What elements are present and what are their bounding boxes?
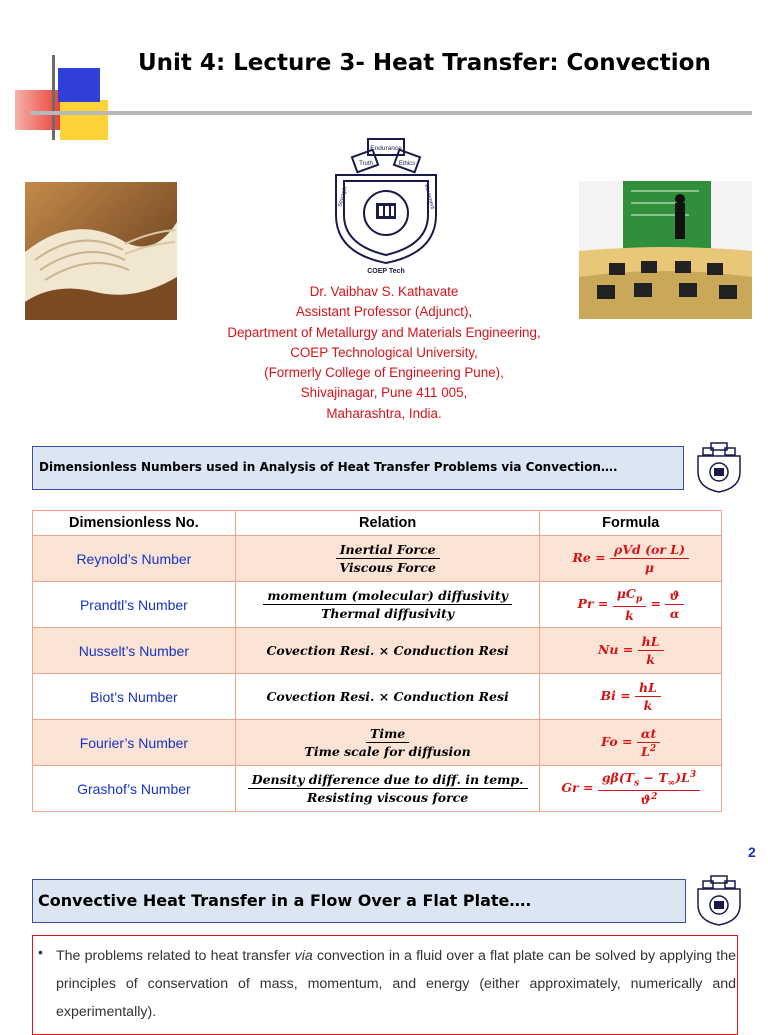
formula-num-sup: 3 — [689, 770, 697, 781]
author-line: Dr. Vaibhav S. Kathavate — [309, 284, 459, 299]
bullet-text — [56, 942, 736, 1026]
author-line: (Formerly College of Engineering Pune), — [264, 365, 504, 381]
relation-denominator: Time scale for diffusion — [304, 744, 471, 759]
relation-text: Covection Resi. × Conduction Resi — [266, 688, 509, 704]
open-book-image — [25, 182, 177, 320]
formula-numerator: μC — [616, 586, 636, 602]
table-row — [33, 766, 722, 812]
formula-numerator: hL — [638, 634, 664, 651]
relation-numerator: Density difference due to diff. in temp. — [248, 772, 528, 789]
formula-lhs: Pr = — [577, 596, 609, 611]
relation-text: Covection Resi. × Conduction Resi — [266, 642, 509, 658]
formula-num-c: )L — [675, 770, 690, 786]
relation-numerator: Inertial Force — [336, 542, 440, 559]
row-formula — [540, 628, 722, 674]
table-row — [33, 628, 722, 674]
row-formula — [540, 674, 722, 720]
row-formula — [540, 536, 722, 582]
bullet-box — [32, 935, 738, 1035]
formula-denominator: μ — [644, 560, 655, 575]
table-row — [33, 582, 722, 628]
formula-numerator: ρVd (or L) — [610, 542, 689, 559]
table-row — [33, 720, 722, 766]
row-relation — [235, 536, 540, 582]
logo-caption: COEP Tech — [367, 268, 405, 275]
section-heading: Dimensionless Numbers used in Analysis of Heat Transfer Problems via Convection…. — [39, 460, 618, 474]
row-formula — [540, 720, 722, 766]
formula-denominator: k — [643, 698, 653, 713]
formula-numerator: αt — [637, 726, 660, 743]
formula-num-sub-s: s — [634, 778, 640, 789]
motto-movement: Movement — [422, 183, 436, 210]
author-line: Assistant Professor (Adjunct), — [295, 304, 473, 320]
formula-numerator: hL — [635, 680, 661, 697]
coep-logo-small-2 — [694, 873, 744, 929]
header-relation: Relation — [235, 511, 540, 536]
formula-lhs: Fo = — [601, 734, 633, 749]
formula-subscript: p — [635, 594, 643, 605]
author-line: Maharashtra, India. — [326, 405, 442, 421]
motto-ethics: Ethics — [398, 161, 416, 167]
formula-lhs: Nu = — [597, 642, 634, 657]
relation-numerator: momentum (molecular) diffusivity — [263, 588, 512, 605]
author-block — [190, 282, 578, 424]
decor-vertical-line — [52, 55, 55, 140]
table-row — [33, 674, 722, 720]
dimensionless-table — [32, 510, 722, 812]
row-formula — [540, 582, 722, 628]
row-name: Prandtl’s Number — [33, 582, 236, 628]
formula-lhs: Gr = — [561, 780, 594, 795]
relation-denominator: Thermal diffusivity — [321, 606, 455, 621]
section2-heading: Convective Heat Transfer in a Flow Over a Flat Plate…. — [38, 891, 532, 910]
page-number: 2 — [748, 844, 756, 860]
formula-lhs: Bi = — [600, 688, 631, 703]
row-name: Nusselt’s Number — [33, 628, 236, 674]
row-relation — [235, 582, 540, 628]
relation-numerator: Time — [366, 726, 409, 743]
decor-blue-square — [58, 68, 100, 102]
relation-denominator: Resisting viscous force — [307, 790, 469, 805]
formula-den-sup: 2 — [651, 791, 658, 802]
bullet-text-pre: The problems related to heat transfer — [56, 948, 295, 964]
formula-denominator: L — [641, 744, 650, 760]
formula-num-sub-inf: ∞ — [667, 778, 676, 789]
relation-denominator: Viscous Force — [339, 560, 436, 575]
coep-logo-small — [694, 440, 744, 496]
table-row — [33, 536, 722, 582]
row-relation — [235, 628, 540, 674]
author-line: COEP Technological University, — [290, 344, 478, 360]
row-name: Grashof’s Number — [33, 766, 236, 812]
title-underline — [30, 111, 752, 115]
row-relation — [235, 674, 540, 720]
formula-numerator-2: ϑ — [665, 588, 684, 605]
formula-lhs: Re = — [572, 550, 606, 565]
formula-num-b: − T — [639, 770, 668, 786]
row-formula — [540, 766, 722, 812]
row-name: Biot’s Number — [33, 674, 236, 720]
decor-yellow-square — [60, 100, 108, 140]
formula-equals: = — [650, 596, 661, 611]
section2-heading-box — [32, 879, 686, 923]
motto-endurance: Endurance — [370, 145, 402, 152]
formula-denominator: ϑ — [640, 791, 652, 807]
formula-superscript: 2 — [649, 743, 657, 754]
slide-title: Unit 4: Lecture 3- Heat Transfer: Convection — [138, 50, 711, 76]
formula-denominator: k — [646, 652, 655, 667]
lecture-hall-image — [579, 181, 752, 319]
header-dimensionless-no: Dimensionless No. — [33, 511, 236, 536]
header-formula: Formula — [540, 511, 722, 536]
formula-denominator-2: α — [669, 606, 680, 621]
row-name: Fourier’s Number — [33, 720, 236, 766]
row-name: Reynold’s Number — [33, 536, 236, 582]
motto-strength: Strength — [337, 185, 349, 208]
coep-logo — [330, 135, 442, 275]
formula-num-a: gβ(T — [601, 770, 635, 786]
section-heading-box — [32, 446, 684, 490]
motto-truth: Truth — [359, 161, 373, 167]
row-relation — [235, 766, 540, 812]
table-header-row — [33, 511, 722, 536]
row-relation — [235, 720, 540, 766]
formula-denominator: k — [625, 607, 634, 623]
author-line: Department of Metallurgy and Materials Engineering, — [227, 324, 541, 340]
bullet-text-em: via — [294, 948, 313, 964]
bullet-icon: • — [38, 944, 43, 960]
author-line: Shivajinagar, Pune 411 005, — [300, 385, 468, 401]
bullet-text-post: convection in a fluid over a flat plate can be solved by applying the principles of conservation of mass, momentum, and energy (either approximately, numerically and experimentally). — [56, 948, 737, 1020]
